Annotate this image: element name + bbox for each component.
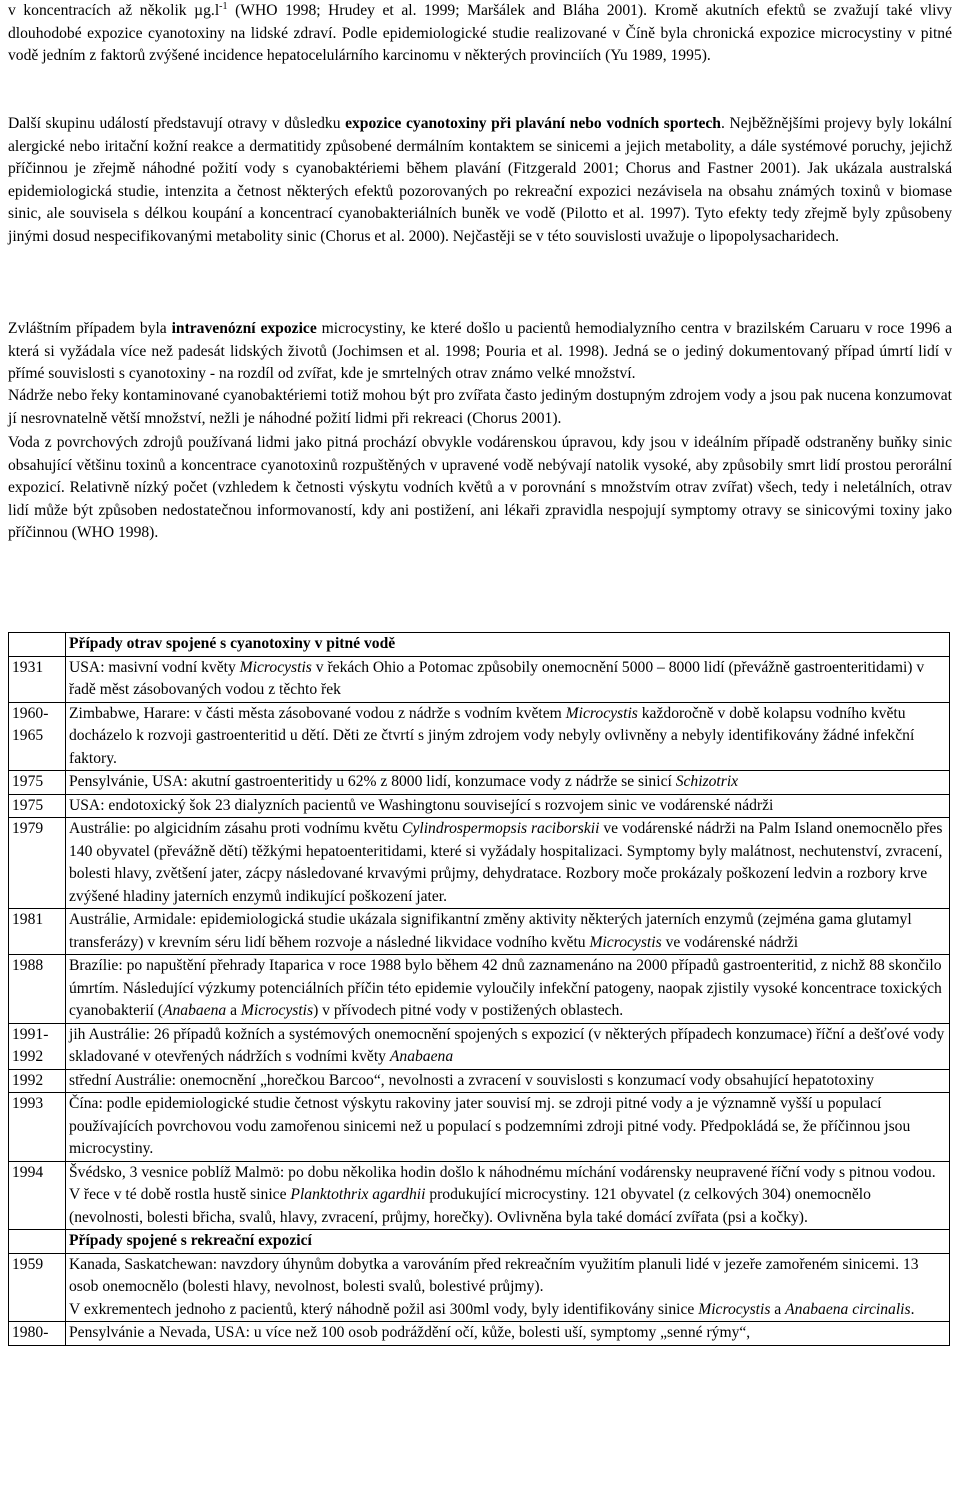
table-cell-description: Švédsko, 3 vesnice poblíž Malmö: po dobu několika hodin došlo k náhodnému míchání vodárensky neupravené říční vody s pitnou vodou. V řece v té době rostla hustě sinice Planktothrix agardhii produkující microcystiny. 121 obyvatel (z celkových 304) onemocnělo (nevolnosti, bolesti břicha, svalů, hlavy, zvracení, průjmy, horečky). Ovlivněna byla také domácí zvířata (psi a kočky). [66,1161,950,1230]
superscript: -1 [219,0,228,12]
table-cell-empty [9,633,66,657]
table-cell-description: USA: endotoxický šok 23 dialyzních pacientů ve Washingtonu související s rozvojem sinic ve vodárenské nádrži [66,794,950,818]
table-cell-description: Pensylvánie, USA: akutní gastroenteritidy u 62% z 8000 lidí, konzumace vody z nádrže se sinicí Schizotrix [66,771,950,795]
table-cell-description: jih Austrálie: 26 případů kožních a systémových onemocnění spojených s expozicí (v některých případech konzumace) říční a dešťové vody skladované v otevřených nádržích s vodními květy Anabaena [66,1023,950,1069]
table-heading-recreational: Případy spojené s rekreační expozicí [66,1230,950,1254]
table-cell-year: 1991-1992 [9,1023,66,1069]
table-cell-year: 1975 [9,771,66,795]
table-cell-description: střední Austrálie: onemocnění „horečkou Barcoo“, nevolnosti a zvracení v souvislosti s konzumací vody obsahující hepatotoxiny [66,1069,950,1093]
bold-term: expozice cyanotoxiny při plavání nebo vodních sportech [345,115,721,132]
bold-term: intravenózní expozice [171,320,317,337]
table-heading-drinking-water: Případy otrav spojené s cyanotoxiny v pitné vodě [66,633,950,657]
paragraph-animal-exposure: Nádrže nebo řeky kontaminované cyanobaktériemi totiž mohou být pro zvířata často jediným dostupným zdrojem vody a jsou pak nucena konzumovat jí nesrovnatelně větší množství, nežli je náhodné požití lidmi při rekreaci (Chorus 2001). [8,387,952,427]
table-heading-row [9,1230,950,1254]
paragraph-chronic-exposure [8,0,952,68]
table-row [9,1161,950,1230]
table-row [9,1322,950,1346]
table-cell-description: Brazílie: po napuštění přehrady Itaparica v roce 1988 bylo během 42 dnů zaznamenáno na 2000 případů gastroenteritid, z nichž 88 skončilo úmrtím. Následující výzkumy potenciálních příčin této epidemie vyloučily infekční patogeny, naopak zjistily vysoké koncentrace toxických cyanobakterií (Anabaena a Microcystis) v přívodech pitné vody v postižených oblastech. [66,955,950,1024]
table-row [9,794,950,818]
table-row [9,1069,950,1093]
table-cell-year: 1994 [9,1161,66,1230]
paragraph-text: Zvláštním případem byla [8,320,172,337]
table-row [9,955,950,1024]
table-cell-year: 1975 [9,794,66,818]
table-cell-description: Kanada, Saskatchewan: navzdory úhynům dobytka a varováním před rekreačním využitím planuli lidé v jezeře zamořeném sinicemi. 13 osob onemocnělo (bolesti hlavy, nevolnost, bolesti svalů, bolestivé průjmy). V exkrementech jednoho z pacientů, který náhodně požil asi 300ml vody, byly identifikovány sinice Microcystis a Anabaena circinalis. [66,1253,950,1322]
paragraph-text: . Nejběžnějšími projevy byly lokální alergické nebo iritační kožní reakce a dermatitidy způsobené dermálním kontaktem se sinicemi a jejich metabolity, a dále systémové poruchy, jejichž příčinnou je zřejmě náhodné požití vody s cyanobaktériemi během plavání (Fitzgerald 2001; Chorus and Fastner 2001). Jak ukázala australská epidemiologická studie, intenzita a četnost některých efektů pozorovaných po rekreační expozici nezávisela na obsahu známých toxinů v biomase sinic, ale souvisela s délkou koupání a koncentrací cyanobakteriálních buněk ve vodě (Pilotto et al. 1997). Tyto efekty tedy zřejmě byly způsobeny jinými dosud nespecifikovanými metabolity sinic (Chorus et al. 2000). Nejčastěji se v této souvislosti uvažuje o lipopolysacharidech. [8,115,952,245]
table-cell-year: 1981 [9,909,66,955]
table-cell-description: Austrálie, Armidale: epidemiologická studie ukázala signifikantní změny aktivity některých jaterních enzymů (zejména gama glutamyl transferázy) v krevním séru lidí během rozvoje a následné likvidace vodního květu Microcystis ve vodárenské nádrži [66,909,950,955]
table-cell-empty [9,1230,66,1254]
cases-table [8,632,950,1346]
table-row [9,1023,950,1069]
paragraph-text: (WHO 1998; Hrudey et al. 1999; Maršálek and Bláha 2001). Kromě akutních efektů se zvažují také vlivy dlouhodobé expozice cyanotoxiny na lidské zdraví. Podle epidemiologické studie realizované v Číně byla chronická expozice microcystiny v pitné vodě jedním z faktorů zvýšené incidence hepatocelulárního karcinomu v některých provinciích (Yu 1989, 1995). [8,2,952,65]
table-cell-year: 1960-1965 [9,702,66,771]
table-row [9,702,950,771]
table-row [9,1093,950,1162]
table-heading-row [9,633,950,657]
table-cell-year: 1993 [9,1093,66,1162]
paragraph-water-treatment: Voda z povrchových zdrojů používaná lidmi jako pitná prochází obvykle vodárenskou úpravou, kdy jsou v ideálním případě odstraněny buňky sinic obsahující většinu toxinů a koncentrace cyanotoxinů rozpuštěných v upravené vodě nebývají natolik vysoké, aby způsobily smrt lidí prostou perorální expozicí. Relativně nízký počet (vzhledem k četnosti výskytu vodních květů a v porovnání s množstvím otrav zvířat) všech, tedy i neletálních, otrav lidí může být způsoben nedostatečnou informovaností, kdy ani postižení, ani lékaři zpravidla nespojují symptomy otravy se sinicovými toxiny jako příčinnou (WHO 1998). [8,434,952,542]
table-cell-year: 1959 [9,1253,66,1322]
paragraph-recreational-exposure [8,113,952,249]
table-cell-description: Čína: podle epidemiologické studie četnost výskytu rakoviny jater souvisí mj. se zdroji pitné vody a je významně vyšší u populací používajících povrchovou vodu zamořenou sinicemi než u populací s podzemními zdroji pitné vody. Předpokládá se, že příčinnou jsou microcystiny. [66,1093,950,1162]
table-cell-description: Pensylvánie a Nevada, USA: u více než 100 osob podráždění očí, kůže, bolesti uší, symptomy „senné rýmy“, [66,1322,950,1346]
table-row [9,1253,950,1322]
table-row [9,771,950,795]
table-row [9,656,950,702]
table-row [9,909,950,955]
table-cell-year: 1931 [9,656,66,702]
table-cell-year: 1988 [9,955,66,1024]
table-cell-year: 1980- [9,1322,66,1346]
table-cell-description: Zimbabwe, Harare: v části města zásobované vodou z nádrže s vodním květem Microcystis každoročně v době kolapsu vodního květu docházelo k rozvoji gastroenteritid u dětí. Děti ze čtvrtí s jiným zdrojem vody nebyly ovlivněny a nebyly identifikovány žádné infekční faktory. [66,702,950,771]
paragraph-intravenous-exposure [8,318,952,386]
cases-table-body [9,633,950,1346]
table-cell-year: 1992 [9,1069,66,1093]
paragraph-text: Další skupinu událostí představují otravy v důsledku [8,115,346,132]
table-cell-year: 1979 [9,818,66,909]
table-row [9,818,950,909]
paragraph-text: v koncentracích až několik µg.l [8,2,220,19]
table-cell-description: Austrálie: po algicidním zásahu proti vodnímu květu Cylindrospermopsis raciborskii ve vodárenské nádrži na Palm Island onemocnělo přes 140 obyvatel (převážně dětí) těžkými hepatoenteritidami, které si vyžádaly hospitalizaci. Symptomy byly malátnost, nechutenství, zvracení, bolesti hlavy, zvětšení jater, zácpy následované krvavými průjmy, dehydratace. Rozbory moče prokázaly poškození ledvin a rozbory krve zvýšené hladiny jaterních enzymů indikující poškození jater. [66,818,950,909]
table-cell-description: USA: masivní vodní květy Microcystis v řekách Ohio a Potomac způsobily onemocnění 5000 – 8000 lidí (převážně gastroenteritidami) v řadě měst zásobovaných vodou z těchto řek [66,656,950,702]
paragraph-text: microcystiny, ke které došlo u pacientů hemodialyzního centra v brazilském Caruaru v roce 1996 a která si vyžádala více než padesát lidských životů (Jochimsen et al. 1998; Pouria et al. 1998). Jedná se o jediný dokumentovaný případ úmrtí lidí v přímé souvislosti s cyanotoxiny - na rozdíl od zvířat, kde je smrtelných otrav známo velké množství. [8,320,953,383]
